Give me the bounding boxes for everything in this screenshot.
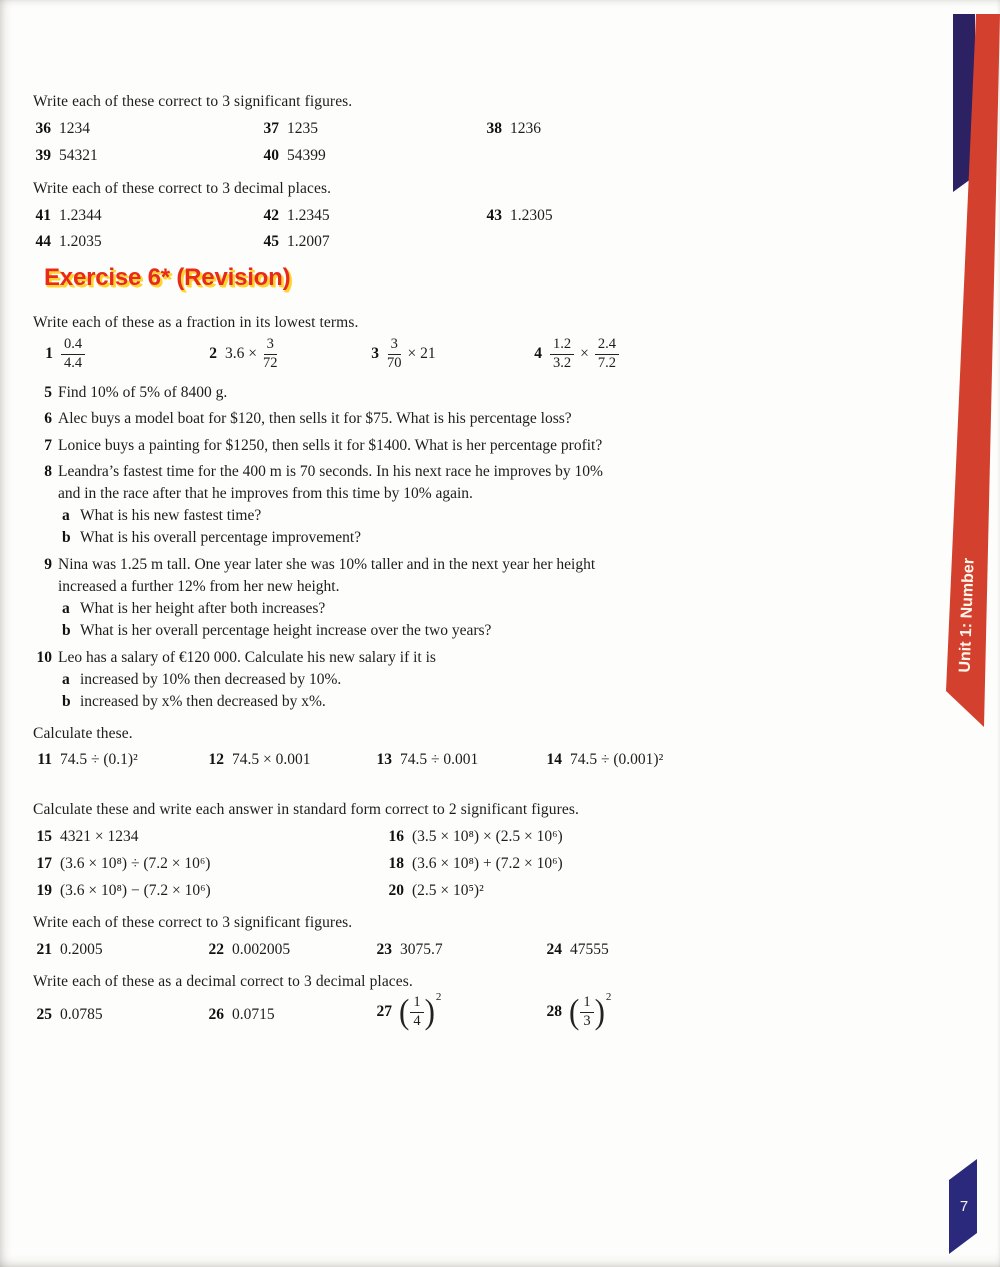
- problem-text: Lonice buys a painting for $1250, then sells it for $1400. What is her percentage profit?: [58, 437, 603, 454]
- problem-number: 21: [36, 941, 52, 958]
- page-number: 7: [959, 1198, 969, 1215]
- problem-19: [32, 881, 211, 901]
- problem-1: [33, 331, 85, 377]
- problem-number: 14: [546, 751, 562, 768]
- problem-21: [32, 940, 103, 960]
- problem-6: [44, 409, 572, 429]
- problem-text: Find 10% of 5% of 8400 g.: [58, 384, 228, 401]
- subpart-letter: a: [62, 600, 70, 617]
- problem-text: and in the race after that he improves from this time by 10% again.: [58, 485, 473, 502]
- problem-45: [259, 232, 330, 252]
- problem-13: [372, 750, 478, 770]
- problem-number: 28: [546, 1003, 562, 1020]
- problem-40: [259, 146, 326, 166]
- subpart-text: increased by 10% then decreased by 10%.: [80, 671, 342, 688]
- problem-number: 37: [263, 120, 279, 137]
- problem-value: 1.2305: [510, 207, 553, 224]
- problem-number: 22: [208, 941, 224, 958]
- math-term: 3.6 ×: [225, 345, 257, 362]
- problem-20: [384, 881, 484, 901]
- problem-value: 0.2005: [60, 941, 103, 958]
- problem-10a: [62, 670, 342, 690]
- problem-27: [372, 990, 441, 1034]
- problem-value: 1.2035: [59, 233, 102, 250]
- problem-44: [31, 232, 102, 252]
- problem-10: [36, 648, 436, 668]
- instruction-dec-places-top: Write each of these correct to 3 decimal places.: [33, 180, 332, 197]
- problem-number: 24: [546, 941, 562, 958]
- problem-number: 43: [486, 207, 502, 224]
- fraction: $\frac{3}{70}$: [387, 335, 402, 371]
- problem-17: [32, 854, 210, 874]
- subpart-letter: a: [62, 507, 70, 524]
- instruction-sig-figs-2: Write each of these correct to 3 significant figures.: [33, 914, 353, 931]
- problem-22: [204, 940, 290, 960]
- problem-number: 41: [35, 207, 51, 224]
- problem-26: [204, 1005, 275, 1025]
- instruction-decimals-2: Write each of these as a decimal correct to 3 decimal places.: [33, 973, 413, 990]
- close-paren: ): [424, 991, 435, 1032]
- problem-28: [542, 990, 611, 1034]
- problem-number: 45: [263, 233, 279, 250]
- problem-value: 1.2344: [59, 207, 102, 224]
- problem-12: [204, 750, 311, 770]
- problem-number: 27: [376, 1003, 392, 1020]
- problem-8: [44, 462, 603, 482]
- problem-number: 20: [388, 882, 404, 899]
- problem-11: [32, 750, 138, 770]
- subpart-text: What is her height after both increases?: [80, 600, 326, 617]
- problem-value: 4321 × 1234: [60, 828, 139, 845]
- problem-value: 1235: [287, 120, 318, 137]
- problem-number: 6: [44, 410, 52, 427]
- problem-number: 40: [263, 147, 279, 164]
- problem-number: 42: [263, 207, 279, 224]
- problem-value: 54321: [59, 147, 98, 164]
- problem-number: 3: [371, 345, 379, 362]
- problem-text: Leandra’s fastest time for the 400 m is 70 seconds. In his next race he improves by 10%: [58, 463, 603, 480]
- fraction: 0.4 4.4: [61, 337, 85, 372]
- problem-text: Alec buys a model boat for $120, then sells it for $75. What is his percentage loss?: [58, 410, 572, 427]
- problem-16: [384, 827, 563, 847]
- problem-number: 38: [486, 120, 502, 137]
- problem-value: (3.5 × 10⁸) × (2.5 × 10⁶): [412, 828, 563, 845]
- problem-number: 15: [36, 828, 52, 845]
- problem-number: 17: [36, 855, 52, 872]
- problem-14: [542, 750, 663, 770]
- instruction-fractions: Write each of these as a fraction in its lowest terms.: [33, 314, 359, 331]
- exponent: 2: [435, 991, 442, 1003]
- problem-value: 74.5 ÷ 0.001: [400, 751, 479, 768]
- problem-5: [44, 383, 228, 403]
- times-operator: ×: [580, 345, 589, 362]
- problem-23: [372, 940, 443, 960]
- problem-number: 10: [36, 649, 52, 666]
- problem-number: 39: [35, 147, 51, 164]
- problem-42: [259, 206, 330, 226]
- fraction: 1 4: [410, 995, 423, 1030]
- problem-number: 25: [36, 1006, 52, 1023]
- fraction: $\frac{2.4}{7.2}$: [595, 337, 619, 372]
- problem-value: 1236: [510, 120, 541, 137]
- problem-number: 11: [37, 751, 52, 768]
- problem-number: 12: [208, 751, 224, 768]
- problem-value: (3.6 × 10⁸) + (7.2 × 10⁶): [412, 855, 563, 872]
- problem-8b: [62, 528, 362, 548]
- problem-9a: [62, 599, 326, 619]
- problem-number: 13: [376, 751, 392, 768]
- problem-number: 5: [44, 384, 52, 401]
- problem-value: 0.0715: [232, 1006, 275, 1023]
- close-paren: ): [594, 991, 605, 1032]
- problem-value: 47555: [570, 941, 609, 958]
- open-paren: (: [399, 991, 410, 1032]
- problem-value: 74.5 ÷ (0.1)²: [60, 751, 138, 768]
- problem-9: [44, 555, 596, 575]
- problem-value: (3.6 × 10⁸) ÷ (7.2 × 10⁶): [60, 855, 211, 872]
- problem-36: [31, 119, 90, 139]
- problem-number: 44: [35, 233, 51, 250]
- problem-43: [482, 206, 553, 226]
- problem-value: 0.002005: [232, 941, 291, 958]
- subpart-letter: b: [62, 529, 71, 546]
- problem-value: 74.5 × 0.001: [232, 751, 311, 768]
- problem-2: [197, 331, 278, 377]
- problem-value: 0.0785: [60, 1006, 103, 1023]
- problem-7: [44, 436, 603, 456]
- problem-value: 1.2345: [287, 207, 330, 224]
- subpart-letter: b: [62, 622, 71, 639]
- problem-37: [259, 119, 318, 139]
- problem-number: 8: [44, 463, 52, 480]
- problem-value: (2.5 × 10⁵)²: [412, 882, 484, 899]
- problem-24: [542, 940, 609, 960]
- problem-9-line2: [58, 577, 339, 597]
- fraction: 1 3: [580, 995, 593, 1030]
- problem-3: [359, 331, 436, 377]
- problem-number: 1: [45, 345, 53, 362]
- problem-number: 2: [209, 345, 217, 362]
- problem-18: [384, 854, 563, 874]
- problem-number: 7: [44, 437, 52, 454]
- problem-9b: [62, 621, 492, 641]
- math-term: × 21: [407, 345, 436, 362]
- problem-number: 4: [534, 345, 542, 362]
- instruction-calculate: Calculate these.: [33, 725, 133, 742]
- problem-4: [522, 331, 619, 377]
- problem-number: 26: [208, 1006, 224, 1023]
- problem-value: 3075.7: [400, 941, 443, 958]
- problem-value: 54399: [287, 147, 326, 164]
- exercise-heading: Exercise 6* (Revision): [44, 264, 291, 291]
- problem-41: [31, 206, 102, 226]
- problem-text: Nina was 1.25 m tall. One year later she was 10% taller and in the next year her height: [58, 556, 596, 573]
- open-paren: (: [569, 991, 580, 1032]
- problem-number: 16: [388, 828, 404, 845]
- problem-value: (3.6 × 10⁸) − (7.2 × 10⁶): [60, 882, 211, 899]
- problem-text: Leo has a salary of €120 000. Calculate his new salary if it is: [58, 649, 436, 666]
- problem-15: [32, 827, 139, 847]
- subpart-text: What is his overall percentage improvement?: [80, 529, 362, 546]
- subpart-letter: b: [62, 693, 71, 710]
- problem-8a: [62, 506, 262, 526]
- problem-value: 74.5 ÷ (0.001)²: [570, 751, 664, 768]
- fraction: $\frac{1.2}{3.2}$: [550, 337, 574, 372]
- subpart-text: increased by x% then decreased by x%.: [80, 693, 326, 710]
- problem-25: [32, 1005, 103, 1025]
- problem-number: 9: [44, 556, 52, 573]
- unit-tab-label: Unit 1: Number: [956, 557, 978, 673]
- problem-number: 36: [35, 120, 51, 137]
- fraction: $\frac{3}{72}$: [263, 335, 278, 371]
- problem-number: 23: [376, 941, 392, 958]
- instruction-standard-form: Calculate these and write each answer in standard form correct to 2 significant figures.: [33, 801, 579, 818]
- problem-8-line2: [58, 484, 473, 504]
- problem-value: 1.2007: [287, 233, 330, 250]
- subpart-text: What is his new fastest time?: [80, 507, 262, 524]
- exponent: 2: [605, 991, 612, 1003]
- problem-number: 19: [36, 882, 52, 899]
- instruction-sig-figs-top: Write each of these correct to 3 significant figures.: [33, 93, 353, 110]
- problem-number: 18: [388, 855, 404, 872]
- problem-10b: [62, 692, 326, 712]
- subpart-letter: a: [62, 671, 70, 688]
- problem-38: [482, 119, 541, 139]
- subpart-text: What is her overall percentage height increase over the two years?: [80, 622, 492, 639]
- problem-text: increased a further 12% from her new height.: [58, 578, 340, 595]
- problem-39: [31, 146, 98, 166]
- problem-value: 1234: [59, 120, 90, 137]
